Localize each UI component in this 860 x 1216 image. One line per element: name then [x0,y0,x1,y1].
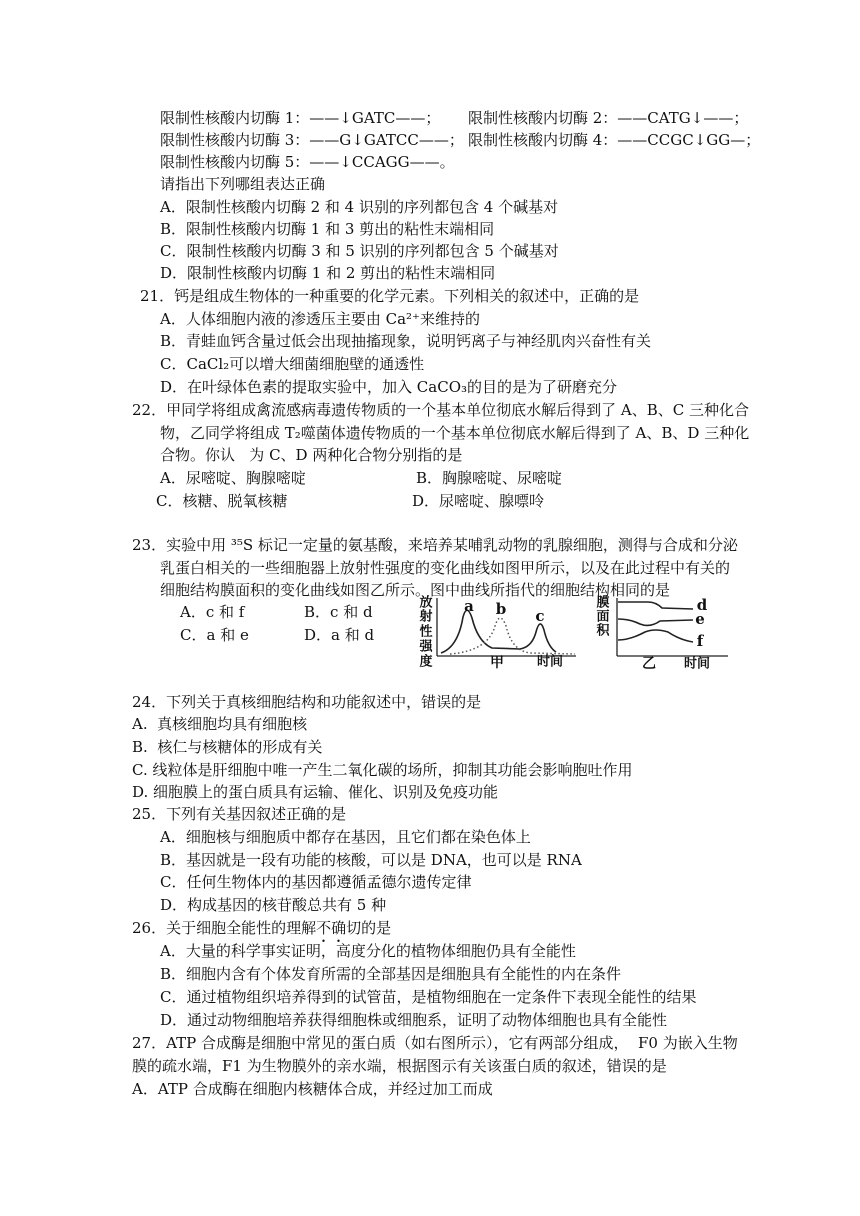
q21-option-a: A．人体细胞内液的渗透压主要由 Ca²⁺来维持的 [160,310,480,328]
jia-curve-label-c: c [535,607,545,625]
q22-option-a: A．尿嘧啶、胸腺嘧啶 [160,469,306,487]
q20-option-d: D．限制性核酸内切酶 1 和 2 剪出的粘性末端相同 [160,264,496,282]
q26-stem-before: 26．关于细胞全能性的理解 [132,919,317,937]
yi-xlabel: 时间 [683,656,711,672]
q20-enzyme-1: 限制性核酸内切酶 1：——↓GATC——； [160,109,441,127]
yi-curve-d [618,602,693,609]
q26-option-a: A．大量的科学事实证明，高度分化的植物体细胞仍具有全能性 [160,942,576,960]
jia-curve-a [441,610,520,653]
q27-stem-line-2: 膜的疏水端，F1 为生物膜外的亲水端，根据图示有关该蛋白质的叙述，错误的是 [132,1057,667,1075]
q23-stem-line-2: 乳蛋白相关的一些细胞器上放射性强度的变化曲线如图甲所示，以及在此过程中有关的 [160,559,731,577]
q26-stem-emphasis: 不确 [316,919,347,937]
q25-stem: 25．下列有关基因叙述正确的是 [132,805,347,823]
q24-option-c: C. 线粒体是肝细胞中唯一产生二氧化碳的场所，抑制其功能会影响胞吐作用 [132,761,633,779]
yi-curve-f [618,630,693,642]
jia-ylabel-char: 放 [419,595,433,611]
q22-option-c: C．核糖、脱氧核糖 [156,492,288,510]
jia-curve-label-a: a [464,597,474,615]
q25-option-c: C．任何生物体内的基因都遵循孟德尔遗传定律 [160,873,472,891]
yi-caption: 乙 [642,656,656,672]
yi-ylabel-char: 面 [596,609,610,625]
q26-option-b: B．细胞内含有个体发育所需的全部基因是细胞具有全能性的内在条件 [160,965,622,983]
q27-option-a: A．ATP 合成酶在细胞内核糖体合成，并经过加工而成 [132,1080,493,1098]
q20-option-a: A．限制性核酸内切酶 2 和 4 识别的序列都包含 4 个碱基对 [160,198,559,216]
q24-option-a: A. 真核细胞均具有细胞核 [132,715,308,733]
q23-option-d: D．a 和 d [304,626,375,644]
yi-curve-label-f: f [696,632,704,650]
q22-option-b: B．胸腺嘧啶、尿嘧啶 [416,469,563,487]
q21-option-d: D．在叶绿体色素的提取实验中，加入 CaCO₃的目的是为了研磨充分 [160,378,618,396]
q20-prompt: 请指出下列哪组表达正确 [160,175,326,193]
jia-caption: 甲 [490,655,504,671]
q22-option-d: D．尿嘧啶、腺嘌呤 [412,492,545,510]
yi-curve-e [618,619,693,625]
yi-curve-label-d: d [696,596,708,614]
q21-option-b: B．青蛙血钙含量过低会出现抽搐现象，说明钙离子与神经肌肉兴奋性有关 [160,332,652,350]
q23-option-a: A．c 和 f [180,603,245,621]
q21-option-c: C．CaCl₂可以增大细菌细胞壁的通透性 [160,355,425,373]
figure-jia [418,595,576,672]
q21-stem: 21．钙是组成生物体的一种重要的化学元素。下列相关的叙述中，正确的是 [140,287,640,305]
q26-option-c: C．通过植物组织培养得到的试管苗，是植物细胞在一定条件下表现全能性的结果 [160,988,697,1006]
q23-option-b: B．c 和 d [304,603,373,621]
jia-curve-c [520,624,556,652]
q22-stem-line-2: 物，乙同学将组成 T₂噬菌体遗传物质的一个基本单位彻底水解后得到了 A、B、D 三种化 [160,424,750,442]
q24-option-d: D. 细胞膜上的蛋白质具有运输、催化、识别及免疫功能 [132,783,499,801]
yi-ylabel-char: 积 [596,623,610,639]
q23-figure [410,590,740,675]
q20-option-b: B．限制性核酸内切酶 1 和 3 剪出的粘性末端相同 [160,220,495,238]
q24-option-b: B. 核仁与核糖体的形成有关 [132,738,323,756]
q22-stem-line-1: 22．甲同学将组成禽流感病毒遗传物质的一个基本单位彻底水解后得到了 A、B、C 三种化合 [132,401,749,419]
q23-stem-line-1: 23．实验中用 ³⁵S 标记一定量的氨基酸，来培养某哺乳动物的乳腺细胞，测得与合成和分泌 [132,536,738,554]
q22-stem-line-3: 合物。你认 为 C、D 两种化合物分别指的是 [160,446,463,464]
figure-yi [596,595,728,673]
jia-curve-label-b: b [495,600,507,618]
jia-ylabel-char: 性 [419,624,433,640]
q20-enzyme-2: 限制性核酸内切酶 2：——CATG↓——； [468,109,749,127]
q24-stem: 24．下列关于真核细胞结构和功能叙述中，错误的是 [132,693,482,711]
q25-option-d: D．构成基因的核苷酸总共有 5 种 [160,896,387,914]
q20-enzyme-3: 限制性核酸内切酶 3：——G↓GATCC——； [160,131,464,149]
q26-option-d: D．通过动物细胞培养获得细胞株或细胞系，证明了动物体细胞也具有全能性 [160,1011,668,1029]
q25-option-b: B．基因就是一段有功能的核酸，可以是 DNA，也可以是 RNA [160,851,582,869]
q25-option-a: A．细胞核与细胞质中都存在基因，且它们都在染色体上 [160,828,531,846]
yi-curve-label-e: e [695,610,705,628]
jia-ylabel-char: 强 [419,639,433,655]
yi-ylabel-char: 膜 [596,595,610,611]
q23-option-c: C．a 和 e [180,626,249,644]
q23-stem-line-3: 细胞结构膜面积的变化曲线如图乙所示。图中曲线所指代的细胞结构相同的是 [160,581,671,599]
q20-enzyme-5: 限制性核酸内切酶 5：——↓CCAGG——。 [160,153,455,171]
q20-option-c: C．限制性核酸内切酶 3 和 5 识别的序列都包含 5 个碱基对 [160,242,559,260]
jia-ylabel-char: 射 [419,609,433,625]
jia-ylabel-char: 度 [419,654,433,670]
q26-stem-after: 切的是 [346,919,392,937]
jia-xlabel: 时间 [536,654,564,670]
q27-stem-line-1: 27．ATP 合成酶是细胞中常见的蛋白质（如右图所示），它有两部分组成， F0 为嵌入生物 [132,1034,738,1052]
q20-enzyme-4: 限制性核酸内切酶 4：——CCGC↓GG—； [468,131,761,149]
